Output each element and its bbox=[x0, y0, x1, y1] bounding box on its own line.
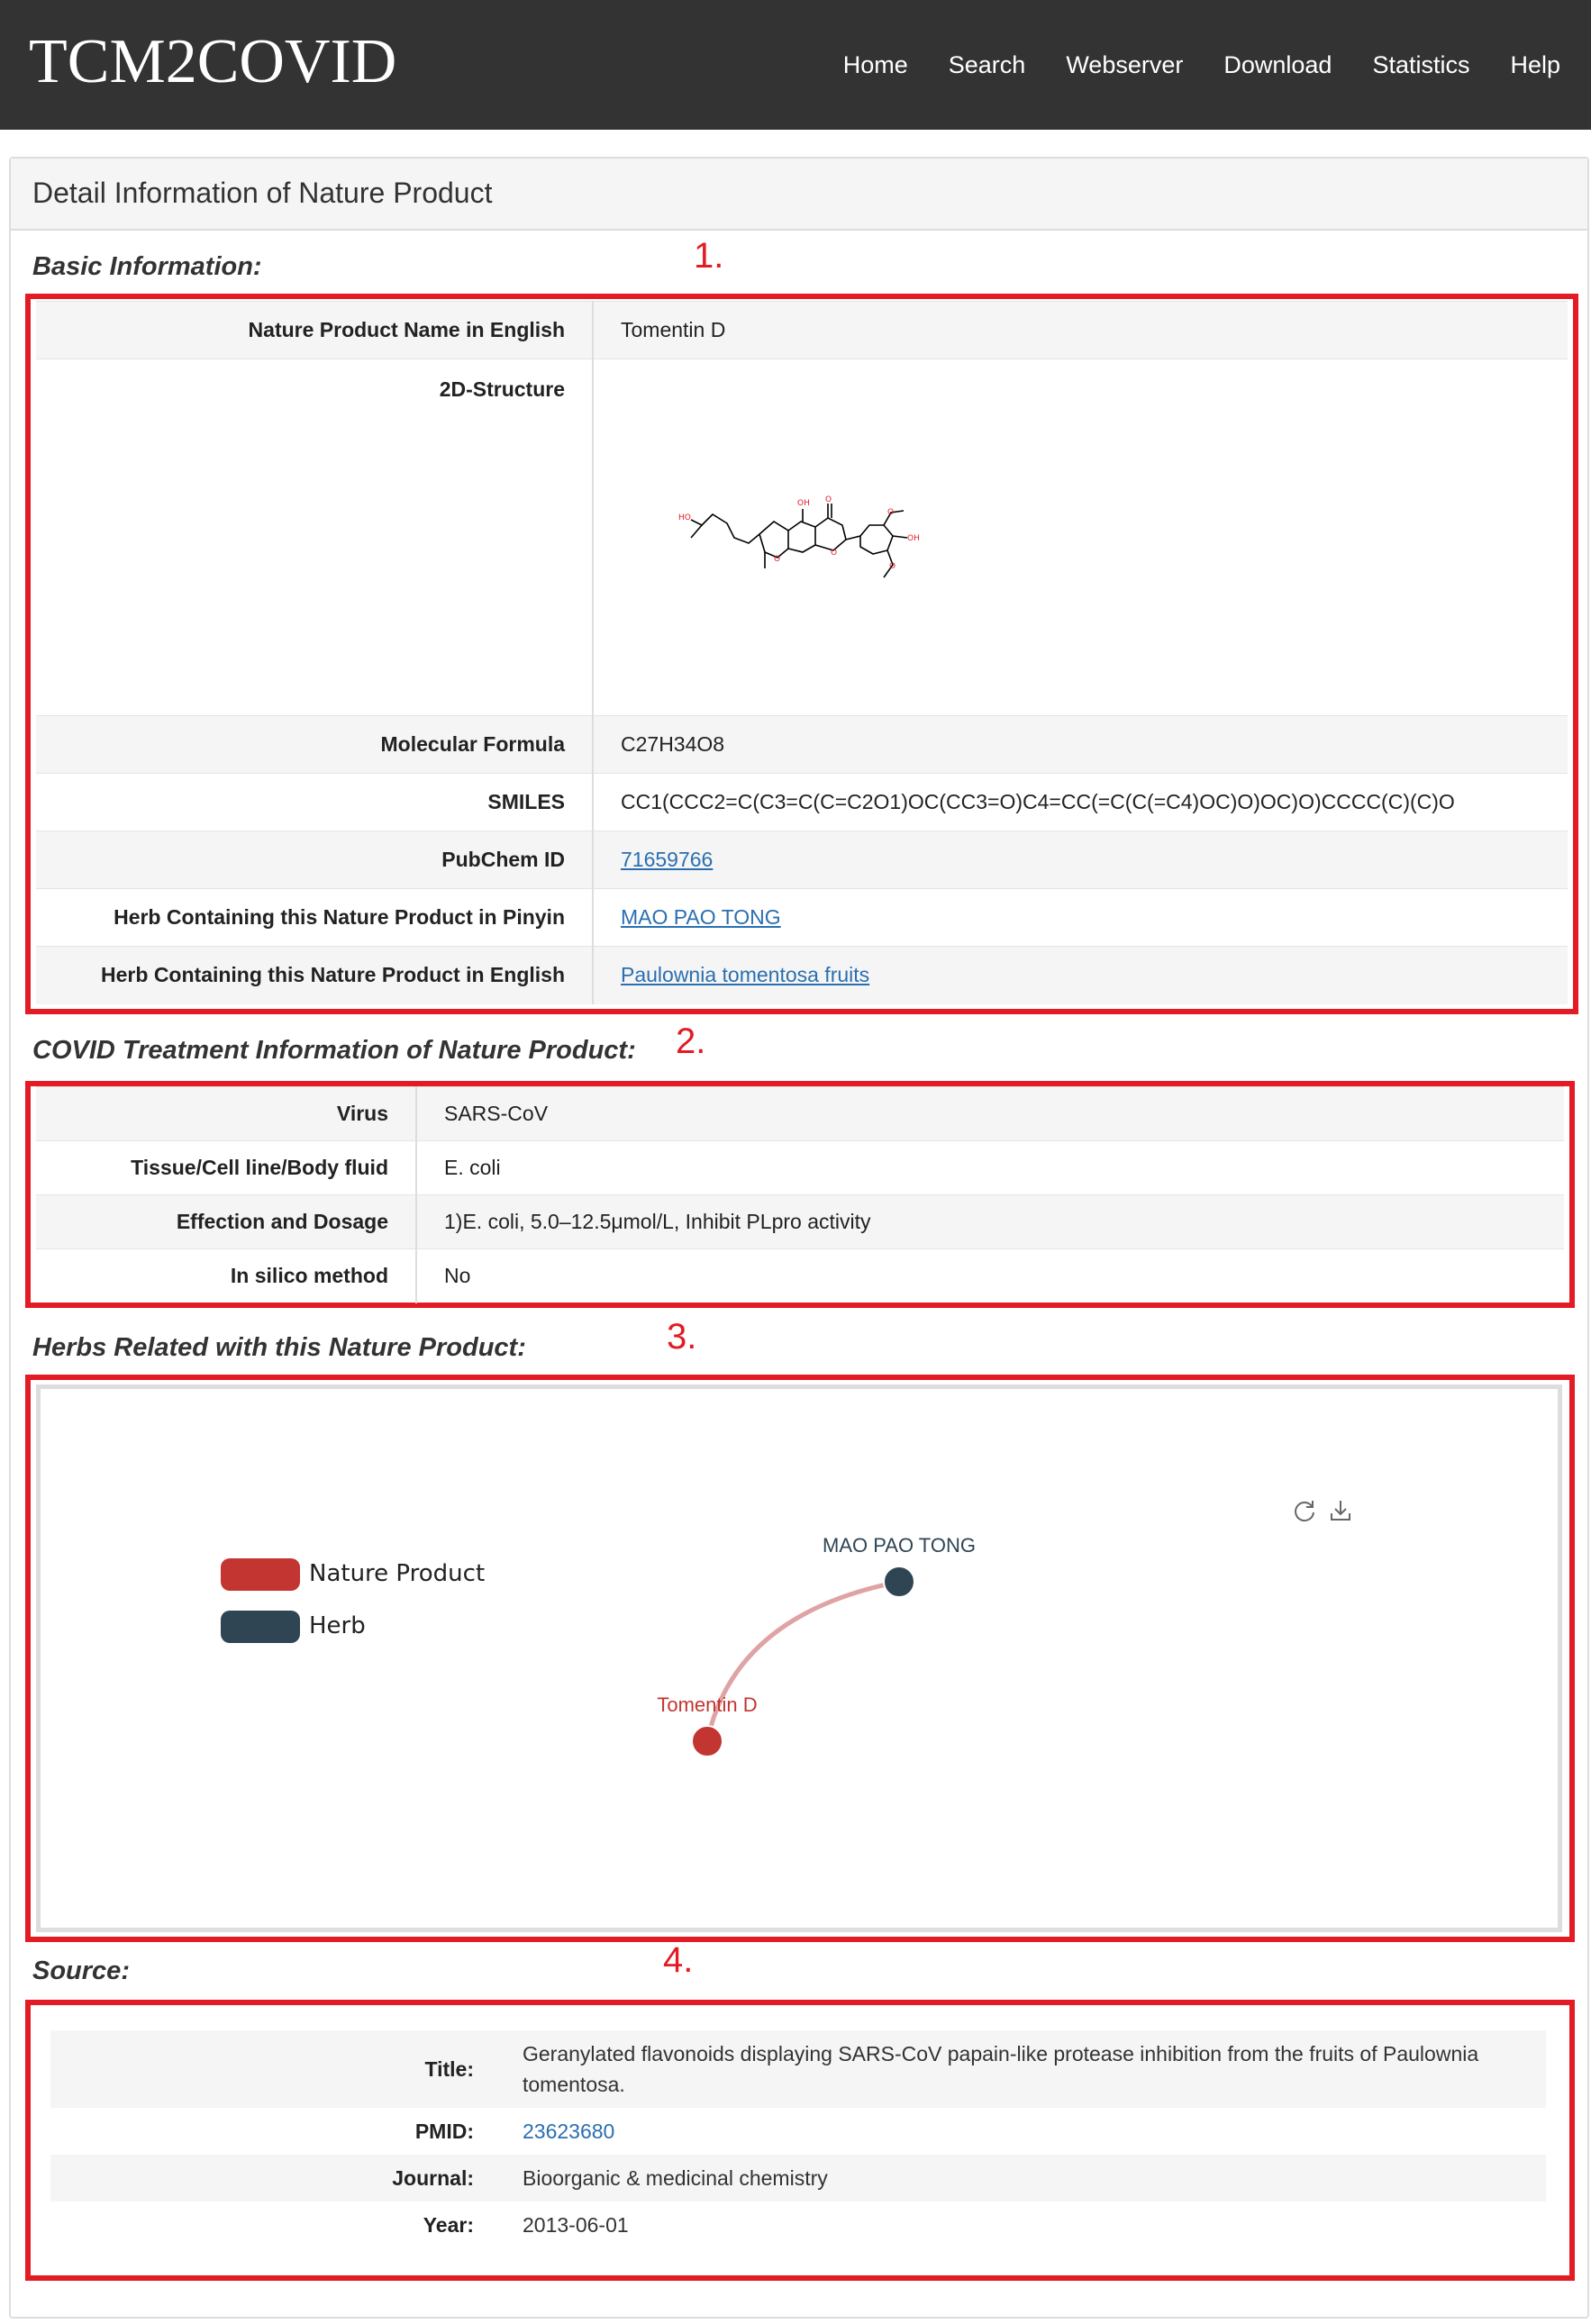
row-label: PMID: bbox=[414, 2119, 474, 2143]
annotation-marker-2: 2. bbox=[676, 1021, 706, 1061]
panel-heading bbox=[11, 159, 1587, 231]
atom-label: O bbox=[825, 495, 832, 504]
pubchem-id-link[interactable]: 71659766 bbox=[621, 848, 714, 871]
site-logo[interactable]: TCM2COVID bbox=[29, 27, 397, 96]
row-label: Title: bbox=[50, 2030, 523, 2108]
table-row bbox=[36, 1141, 1564, 1195]
structure-cell bbox=[593, 359, 1568, 716]
virus-value: SARS-CoV bbox=[416, 1087, 1564, 1141]
source-title-value: Geranylated flavonoids displaying SARS-CoV papain-like protease inhibition from the fruits of Paulownia tomentosa. bbox=[523, 2030, 1546, 2108]
main-nav bbox=[803, 0, 1560, 130]
table-row bbox=[36, 1249, 1564, 1303]
row-label: SMILES bbox=[36, 774, 593, 831]
product-name-value: Tomentin D bbox=[593, 302, 1568, 359]
row-label: Nature Product Name in English bbox=[36, 302, 593, 359]
table-row bbox=[36, 947, 1568, 1004]
dosage-value: 1)E. coli, 5.0–12.5μmol/L, Inhibit PLpro activity bbox=[416, 1195, 1564, 1249]
herb-network-chart bbox=[36, 1384, 1562, 1932]
row-label: 2D-Structure bbox=[36, 359, 593, 716]
row-label: PubChem ID bbox=[36, 831, 593, 889]
row-label: Year: bbox=[423, 2212, 474, 2237]
basic-info-table bbox=[36, 301, 1568, 1004]
covid-info-heading: COVID Treatment Information of Nature Product: bbox=[32, 1036, 636, 1065]
year-value: 2013-06-01 bbox=[523, 2213, 629, 2237]
table-row bbox=[50, 2108, 1546, 2155]
atom-label: O bbox=[831, 549, 838, 558]
table-row bbox=[36, 359, 1568, 716]
herb-english-link[interactable]: Paulownia tomentosa fruits bbox=[621, 963, 870, 987]
graph-edge[interactable] bbox=[707, 1582, 899, 1741]
herb-pinyin-link[interactable]: MAO PAO TONG bbox=[621, 905, 781, 929]
formula-value: C27H34O8 bbox=[593, 716, 1568, 774]
row-label: Herb Containing this Nature Product in English bbox=[36, 947, 593, 1004]
tissue-value: E. coli bbox=[416, 1141, 1564, 1195]
nav-search-link[interactable]: Search bbox=[948, 50, 1026, 78]
pmid-link[interactable]: 23623680 bbox=[523, 2120, 615, 2143]
row-label: Virus bbox=[36, 1087, 416, 1141]
table-row bbox=[36, 302, 1568, 359]
nav-webserver-link[interactable]: Webserver bbox=[1066, 50, 1184, 78]
legend-label-nature-product[interactable]: Nature Product bbox=[309, 1560, 486, 1587]
row-label: Journal: bbox=[50, 2155, 523, 2201]
row-label: Herb Containing this Nature Product in Pinyin bbox=[36, 889, 593, 947]
nature-product-node-label: Tomentin D bbox=[657, 1693, 758, 1716]
network-graph bbox=[41, 1389, 1558, 1928]
annotation-marker-4: 4. bbox=[663, 1940, 694, 1980]
nav-statistics-link[interactable]: Statistics bbox=[1372, 50, 1470, 78]
herbs-heading: Herbs Related with this Nature Product: bbox=[32, 1333, 526, 1362]
herb-node-label: MAO PAO TONG bbox=[823, 1534, 976, 1557]
table-row bbox=[36, 1087, 1564, 1141]
top-navbar bbox=[0, 0, 1591, 130]
atom-label: O bbox=[774, 555, 781, 564]
table-row bbox=[36, 1195, 1564, 1249]
nature-product-node[interactable] bbox=[692, 1726, 723, 1757]
table-row bbox=[36, 716, 1568, 774]
table-row bbox=[50, 2201, 1546, 2248]
table-row bbox=[50, 2030, 1546, 2108]
table-row bbox=[36, 774, 1568, 831]
atom-label: OH bbox=[797, 499, 810, 508]
row-label: Tissue/Cell line/Body fluid bbox=[36, 1141, 416, 1195]
in-silico-value: No bbox=[416, 1249, 1564, 1303]
smiles-value: CC1(CCC2=C(C3=C(C=C2O1)OC(CC3=O)C4=CC(=C(C(=C4)OC)O)OC)O)CCCC(C)(C)O bbox=[593, 774, 1568, 831]
nav-download-link[interactable]: Download bbox=[1223, 50, 1332, 78]
table-row bbox=[50, 2155, 1546, 2201]
atom-label: O bbox=[887, 508, 895, 517]
covid-info-table bbox=[36, 1086, 1564, 1303]
panel-title: Detail Information of Nature Product bbox=[32, 177, 493, 209]
atom-label: O bbox=[889, 562, 896, 571]
atom-label: OH bbox=[907, 534, 920, 543]
nav-help-link[interactable]: Help bbox=[1510, 50, 1560, 78]
table-row bbox=[36, 831, 1568, 889]
nav-home-link[interactable]: Home bbox=[842, 50, 908, 78]
herb-node[interactable] bbox=[884, 1566, 914, 1597]
atom-label: HO bbox=[678, 513, 691, 522]
annotation-marker-3: 3. bbox=[667, 1317, 697, 1357]
row-label: Molecular Formula bbox=[36, 716, 593, 774]
table-row bbox=[36, 889, 1568, 947]
molecule-structure-image bbox=[666, 449, 1008, 630]
legend-label-herb[interactable]: Herb bbox=[309, 1612, 366, 1639]
source-table bbox=[50, 2030, 1546, 2248]
annotation-marker-1: 1. bbox=[694, 236, 724, 276]
row-label: Effection and Dosage bbox=[36, 1195, 416, 1249]
basic-info-heading: Basic Information: bbox=[32, 252, 262, 281]
source-heading: Source: bbox=[32, 1956, 130, 1985]
journal-value: Bioorganic & medicinal chemistry bbox=[523, 2155, 1546, 2201]
row-label: In silico method bbox=[36, 1249, 416, 1303]
